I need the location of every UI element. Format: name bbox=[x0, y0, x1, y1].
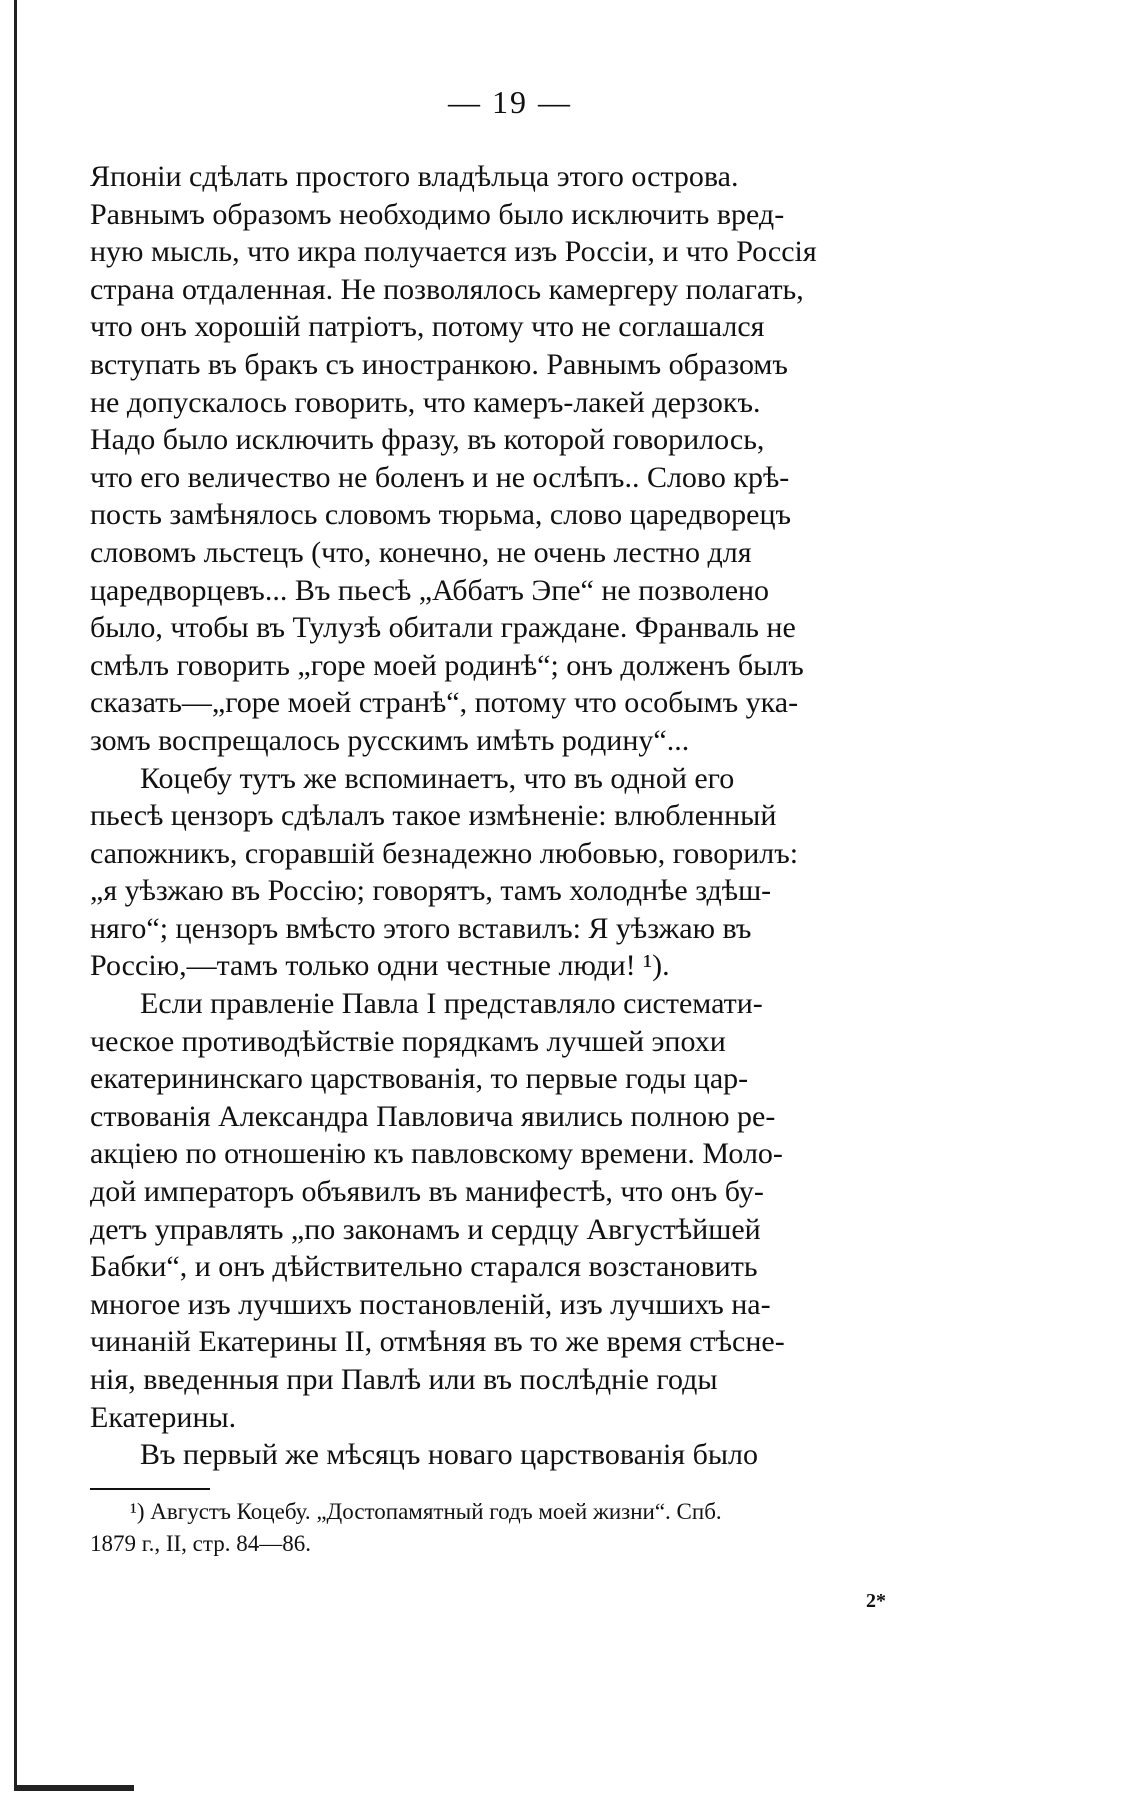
paragraph-3-line-9: многое изъ лучшихъ постановленій, изъ лучшихъ на- bbox=[90, 1287, 771, 1321]
paragraph-3-line-12: Екатерины. bbox=[90, 1400, 237, 1434]
paragraph-2-line-1: Коцебу тутъ же вспоминаетъ, что въ одной его bbox=[140, 761, 735, 795]
paragraph-3-line-3: екатерининскаго царствованія, то первые годы цар- bbox=[90, 1062, 749, 1096]
paragraph-1-line-6: вступать въ бракъ съ иностранкою. Равнымъ образомъ bbox=[90, 347, 788, 381]
body-text bbox=[90, 158, 928, 1474]
paragraph-4 bbox=[90, 1436, 928, 1474]
paragraph-2-line-6: Россію,—тамъ только одни честные люди! ¹). bbox=[90, 949, 670, 983]
paragraph-1-line-15: сказать—„горе моей странѣ“, потому что особымъ ука- bbox=[90, 686, 799, 720]
paragraph-2-line-3: сапожникъ, сгоравшій безнадежно любовью, говорилъ: bbox=[90, 836, 799, 870]
paragraph-1-line-3: ную мысль, что икра получается изъ Россіи, и что Россія bbox=[90, 235, 817, 269]
paragraph-3-line-6: дой императоръ объявилъ въ манифестѣ, что онъ бу- bbox=[90, 1175, 764, 1209]
paragraph-1-line-14: смѣлъ говорить „горе моей родинѣ“; онъ долженъ былъ bbox=[90, 648, 804, 682]
paragraph-3 bbox=[90, 985, 928, 1436]
paragraph-1-line-12: царедворцевъ... Въ пьесѣ „Аббатъ Эпе“ не позволено bbox=[90, 573, 770, 607]
paragraph-2-line-4: „я уѣзжаю въ Россію; говорятъ, тамъ холоднѣе здѣш- bbox=[90, 874, 772, 908]
paragraph-1-line-10: пость замѣнялось словомъ тюрьма, слово царедворецъ bbox=[90, 498, 792, 532]
signature-mark: 2* bbox=[866, 1590, 886, 1612]
paragraph-1-line-13: было, чтобы въ Тулузѣ обитали граждане. Франваль не bbox=[90, 611, 796, 645]
paragraph-2-line-2: пьесѣ цензоръ сдѣлалъ такое измѣненіе: влюбленный bbox=[90, 799, 777, 833]
paragraph-3-line-10: чинаній Екатерины II, отмѣняя въ то же время стѣсне- bbox=[90, 1325, 785, 1359]
scan-edge-left bbox=[14, 0, 17, 1790]
paragraph-1-line-2: Равнымъ образомъ необходимо было исключить вред- bbox=[90, 197, 785, 231]
paragraph-3-line-8: Бабки“, и онъ дѣйствительно старался возстановить bbox=[90, 1250, 758, 1284]
paragraph-1-line-8: Надо было исключить фразу, въ которой говорилось, bbox=[90, 423, 765, 457]
paragraph-1-line-5: что онъ хорошій патріотъ, потому что не соглашался bbox=[90, 310, 765, 344]
footnote bbox=[90, 1496, 928, 1560]
paragraph-3-line-2: ческое противодѣйствіе порядкамъ лучшей эпохи bbox=[90, 1024, 726, 1058]
paragraph-3-line-5: акціею по отношенію къ павловскому времени. Моло- bbox=[90, 1137, 783, 1171]
paragraph-3-line-7: детъ управлять „по законамъ и сердцу Августѣйшей bbox=[90, 1212, 761, 1246]
paragraph-2-line-5: няго“; цензоръ вмѣсто этого вставилъ: Я уѣзжаю въ bbox=[90, 911, 752, 945]
scan-edge-bottom bbox=[14, 1785, 134, 1791]
paragraph-3-line-4: ствованія Александра Павловича явились полною ре- bbox=[90, 1099, 776, 1133]
page-number: — 19 — bbox=[448, 84, 572, 120]
paragraph-1-line-16: зомъ воспрещалось русскимъ имѣть родину“... bbox=[90, 723, 690, 757]
footnote-line-2: 1879 г., II, стр. 84—86. bbox=[90, 1531, 311, 1556]
footnote-separator bbox=[90, 1488, 210, 1490]
paragraph-1 bbox=[90, 158, 928, 760]
paragraph-4-line-1: Въ первый же мѣсяцъ новаго царствованія было bbox=[140, 1438, 758, 1472]
paragraph-3-line-11: нія, введенныя при Павлѣ или въ послѣдніе годы bbox=[90, 1363, 718, 1396]
paragraph-1-line-1: Японіи сдѣлать простого владѣльца этого острова. bbox=[90, 160, 739, 193]
footnote-line-1: ¹) Августъ Коцебу. „Достопамятный годъ моей жизни“. Спб. bbox=[130, 1499, 722, 1524]
paragraph-1-line-11: словомъ льстецъ (что, конечно, не очень лестно для bbox=[90, 535, 752, 569]
paragraph-3-line-1: Если правленіе Павла I представляло системати- bbox=[140, 987, 763, 1021]
paragraph-1-line-4: страна отдаленная. Не позволялось камергеру полагать, bbox=[90, 272, 804, 306]
paragraph-1-line-9: что его величество не боленъ и не ослѣпъ.. Слово крѣ- bbox=[90, 460, 790, 494]
paragraph-2 bbox=[90, 760, 928, 986]
paragraph-1-line-7: не допускалось говорить, что камеръ-лакей дерзокъ. bbox=[90, 385, 761, 419]
